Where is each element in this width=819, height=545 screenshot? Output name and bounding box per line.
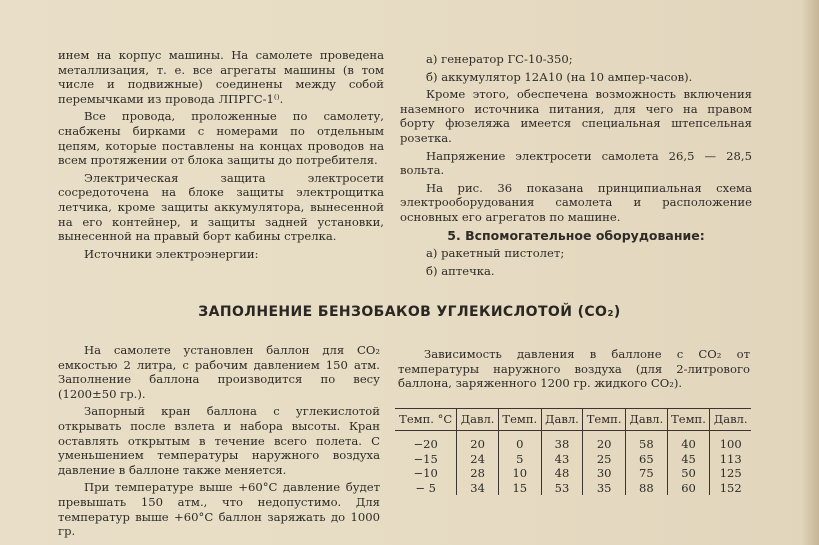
paragraph-ground-power: Кроме этого, обеспечена возможность включения наземного источника питания, для чего на правом борту фюзеляжа имеется специальная штепсельная розетка. (400, 87, 752, 145)
table-cell: 34 (457, 481, 499, 495)
table-row (395, 431, 751, 452)
table-header-cell: Темп. (498, 409, 541, 431)
table-cell: 20 (457, 431, 499, 452)
table-cell: 35 (583, 481, 626, 495)
table-header-cell: Темп. °С (395, 409, 457, 431)
table-cell: 45 (667, 452, 710, 466)
table-cell: 28 (457, 466, 499, 480)
table-header-cell: Давл. (457, 409, 499, 431)
table-cell: 58 (626, 431, 668, 452)
list-item-generator: а) генератор ГС-10-350; (426, 52, 573, 66)
table-cell: 50 (667, 466, 710, 480)
table-cell: −10 (413, 466, 438, 481)
paragraph-wire-tags: Все провода, проложенные по самолету, снабжены бирками с номерами по отдельным цепям, которые поставлены на концах проводов на всем протяжении от блока защиты до потребителя. (58, 109, 384, 168)
table-cell: 75 (626, 466, 668, 480)
section-title: ЗАПОЛНЕНИЕ БЕНЗОБАКОВ УГЛЕКИСЛОТОЙ (CO₂) (198, 304, 621, 320)
table-cell: 152 (710, 481, 751, 495)
paragraph-co2-cylinder: На самолете установлен баллон для CO₂ емкостью 2 литра, с рабочим давлением 150 атм. Заполнение баллона производится по весу (1200±50 гр.). (58, 343, 380, 401)
table-cell: 88 (626, 481, 668, 495)
table-cell: 0 (498, 431, 541, 452)
paragraph-pressure-dependency: Зависимость давления в баллоне с CO₂ от температуры наружного воздуха (для 2-литрового баллона, заряженного 1200 гр. жидкого CO₂). (398, 347, 750, 391)
list-item-flare-pistol: а) ракетный пистолет; (426, 246, 565, 261)
table-cell: 113 (710, 452, 751, 466)
table-cell: 24 (457, 452, 499, 466)
top-left-column (58, 48, 384, 264)
subheading-auxiliary-equipment: 5. Вспомогательное оборудование: (447, 227, 705, 243)
table-header-cell: Давл. (541, 409, 583, 431)
table-header-row (395, 409, 751, 431)
table-header-cell: Темп. (583, 409, 626, 431)
list-item-battery: б) аккумулятор 12А10 (на 10 ампер-часов). (426, 69, 693, 84)
list-item-first-aid-kit: б) аптечка. (426, 263, 495, 278)
table-cell: 100 (710, 431, 751, 452)
paragraph-voltage: Напряжение электросети самолета 26,5 — 28,5 вольта. (400, 148, 752, 178)
table-cell: 20 (583, 431, 626, 452)
table-cell: 25 (583, 452, 626, 466)
table-cell: 43 (541, 452, 583, 466)
table-cell: 5 (498, 452, 541, 466)
paragraph-electrical-protection: Электрическая защита электросети сосредоточена на блоке защиты электрощитка летчика, кроме защиты аккумулятора, вынесенной на его контейнер, и защиты задней установки, вынесенной на правый борт кабины стрелка. (58, 170, 384, 244)
table-row (395, 466, 751, 480)
paragraph-shutoff-valve: Запорный кран баллона с углекислотой открывать после взлета и набора высоты. Кран оставлять открытым в течение всего полета. С уменьшением температуры наружного воздуха давление в баллоне также меняется. (58, 404, 380, 477)
table-cell: 40 (667, 431, 710, 452)
table-header-cell: Темп. (667, 409, 710, 431)
table-cell: 60 (667, 481, 710, 495)
top-right-column (400, 52, 752, 281)
pressure-temperature-table (395, 408, 751, 495)
table-cell: −20 (413, 437, 438, 452)
table-cell: 53 (541, 481, 583, 495)
table-cell: 38 (541, 431, 583, 452)
table-row (395, 452, 751, 466)
table-cell: 15 (498, 481, 541, 495)
table-cell: − 5 (415, 480, 436, 495)
paragraph-figure-reference: На рис. 36 показана принципиальная схема электрооборудования самолета и расположение основных его агрегатов по машине. (400, 180, 752, 224)
page-edge-shadow (801, 0, 819, 545)
table-header-cell: Давл. (710, 409, 751, 431)
paragraph-metallization: инем на корпус машины. На самолете проведена металлизация, т. е. все агрегаты машины (в том числе и подвижные) соединены между собой перемычками из провода ЛПРГС-1⁽⁾. (58, 48, 384, 106)
table-cell: 10 (498, 466, 541, 480)
bottom-left-column (58, 343, 380, 542)
table-cell: 48 (541, 466, 583, 480)
table-row (395, 481, 751, 495)
table-cell: 30 (583, 466, 626, 480)
paragraph-high-temperature: При температуре выше +60°С давление будет превышать 150 атм., что недопустимо. Для температур выше +60°С баллон заряжать до 1000 гр. (58, 480, 380, 539)
table-cell: 125 (710, 466, 751, 480)
table-header-cell: Давл. (626, 409, 668, 431)
table-cell: 65 (626, 452, 668, 466)
table-cell: −15 (413, 451, 438, 466)
bottom-right-column (398, 347, 750, 394)
paragraph-power-sources: Источники электроэнергии: (84, 246, 259, 261)
